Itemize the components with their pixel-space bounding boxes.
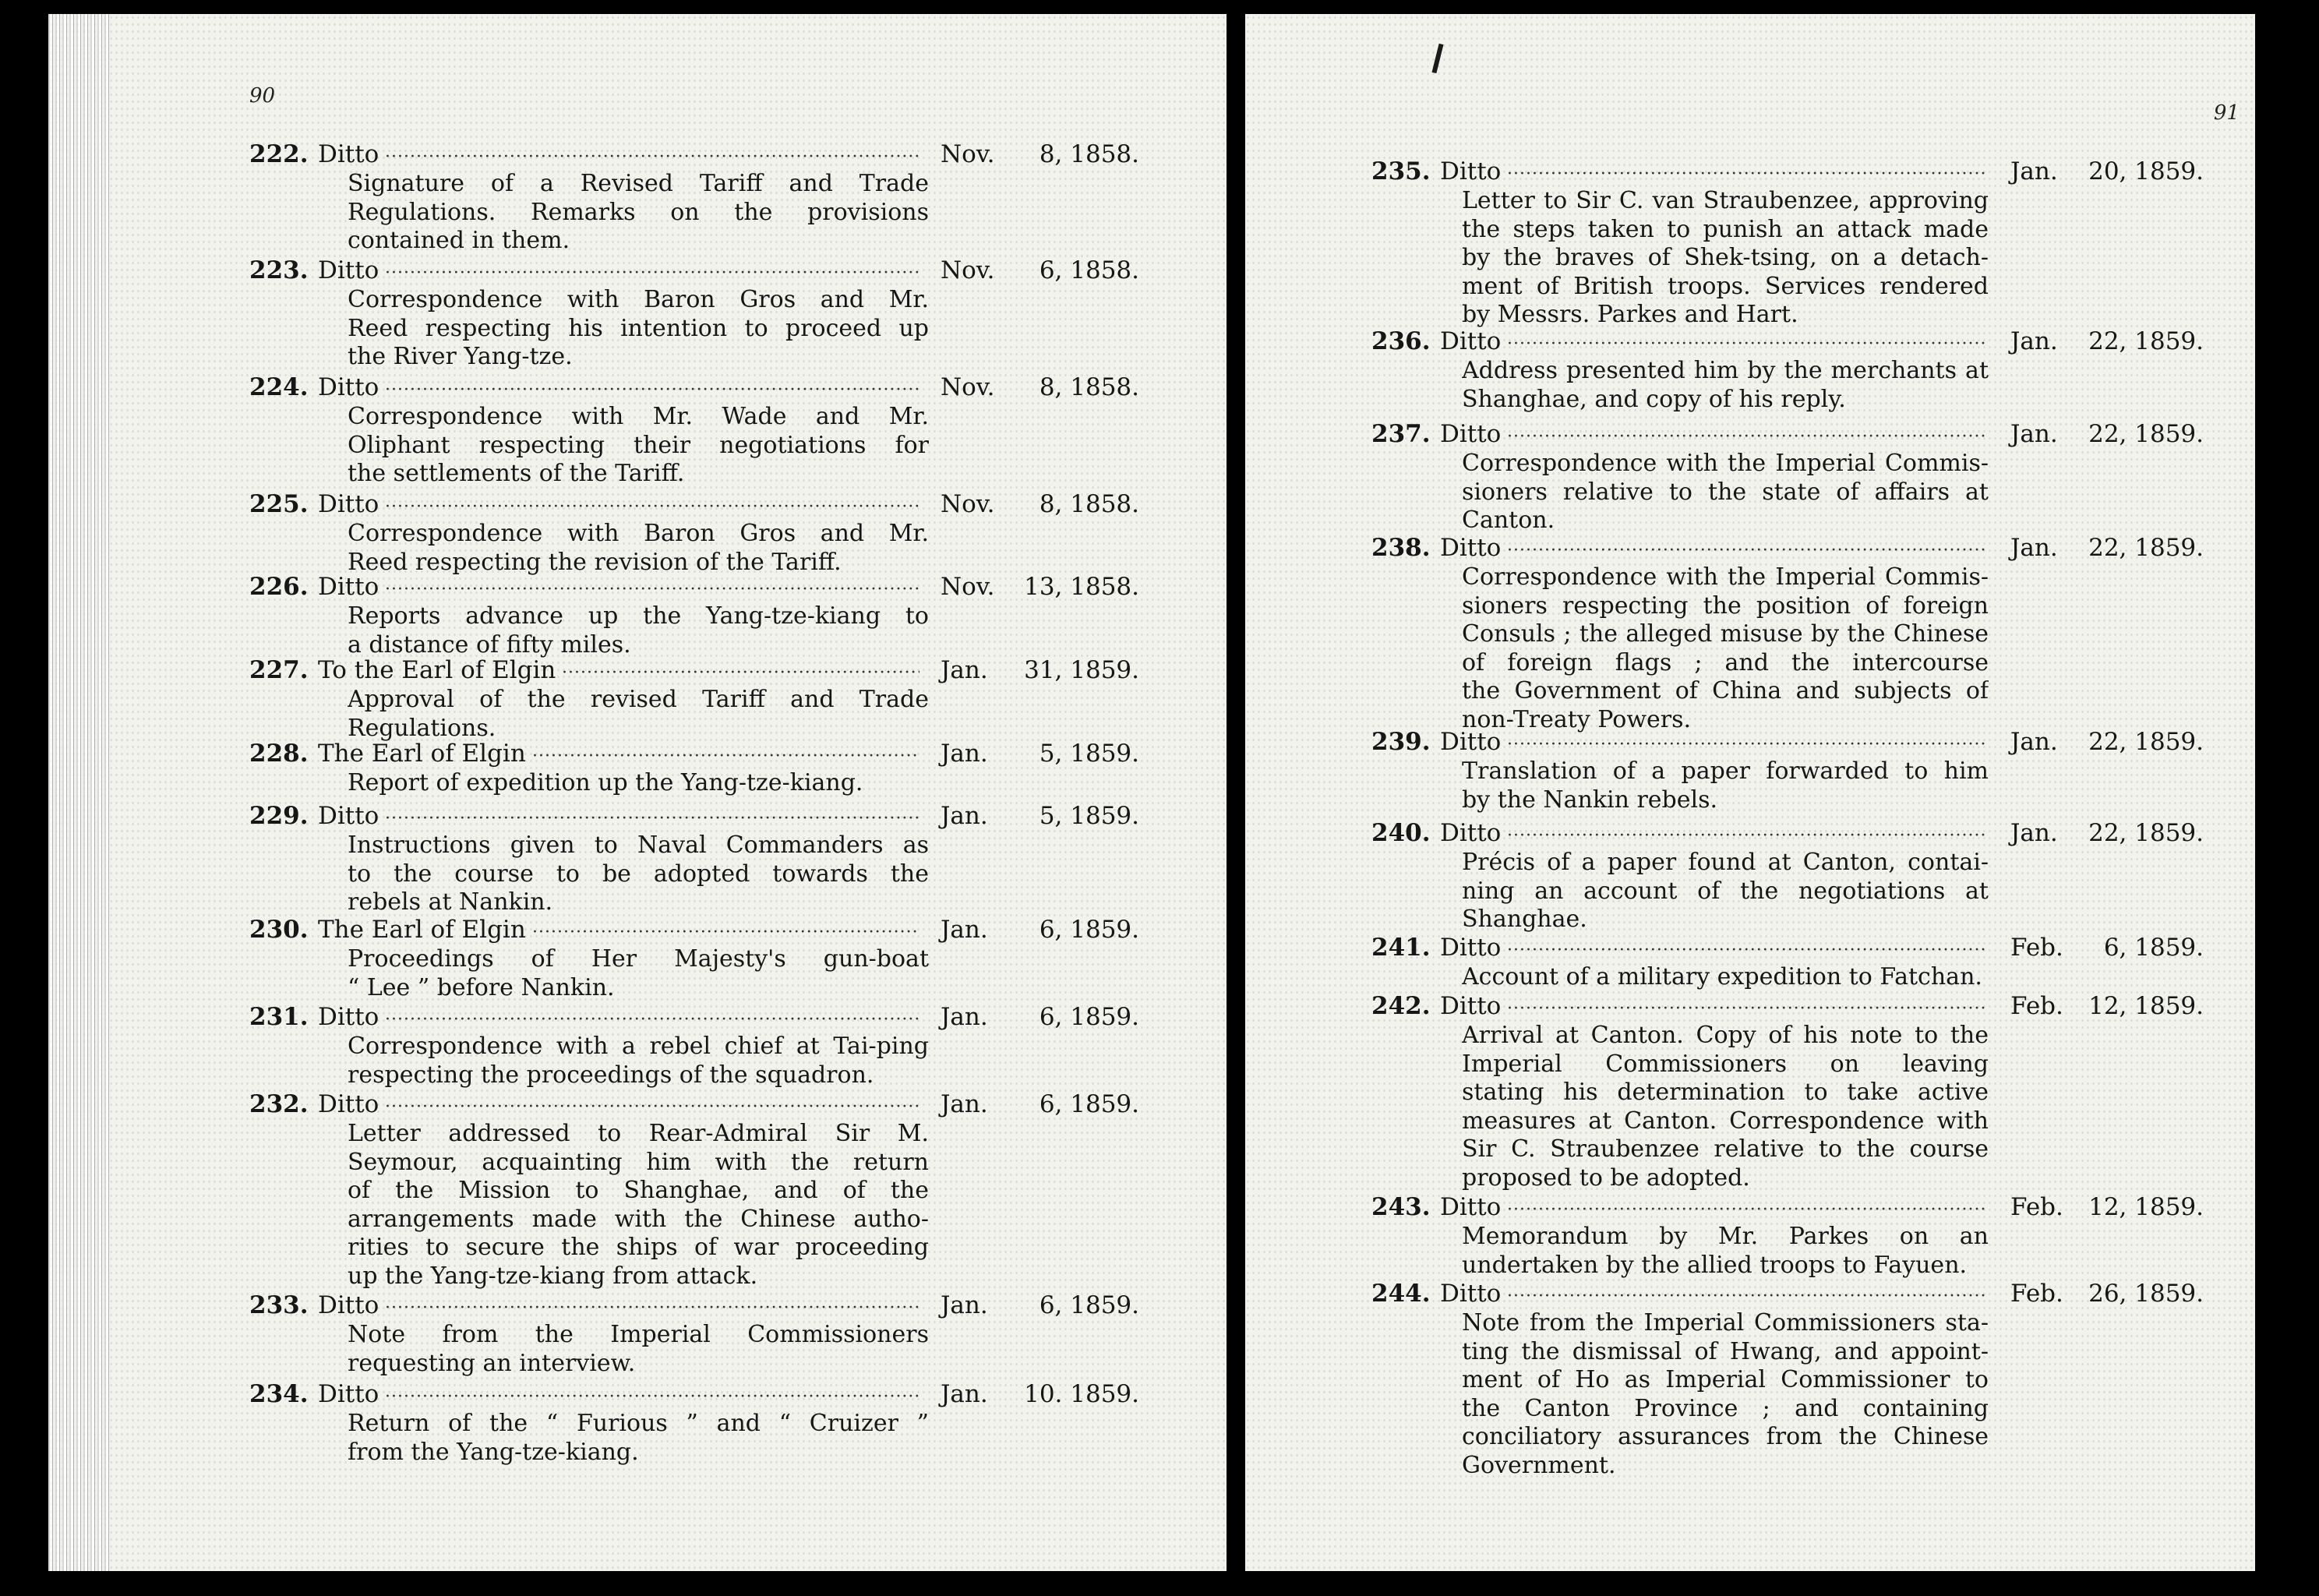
entry-heading: To the Earl of Elgin bbox=[318, 656, 556, 684]
entry-description bbox=[348, 520, 929, 577]
entry-month: Jan. bbox=[941, 1003, 988, 1031]
list-item bbox=[1371, 156, 2204, 187]
entry-description bbox=[1462, 849, 1989, 934]
description-line: by the Nankin rebels. bbox=[1462, 786, 1718, 814]
entry-month: Jan. bbox=[2010, 728, 2058, 756]
list-item bbox=[1371, 990, 2204, 1022]
dot-leader bbox=[385, 571, 919, 602]
list-item bbox=[249, 914, 1139, 945]
entry-date: 6, 1859. bbox=[2103, 934, 2204, 962]
description-line: Correspondence with Baron Gros and Mr. bbox=[348, 520, 929, 547]
dot-leader bbox=[532, 914, 919, 945]
description-line: rebels at Nankin. bbox=[348, 888, 553, 916]
description-line: Report of expedition up the Yang-tze-kiang. bbox=[348, 769, 863, 796]
book-page-edges bbox=[48, 14, 111, 1571]
description-line: Seymour, acquainting him with the return bbox=[348, 1148, 929, 1176]
entry-date: 22, 1859. bbox=[2088, 420, 2204, 448]
entry-number: 225. bbox=[249, 490, 309, 518]
description-line: Account of a military expedition to Fatchan. bbox=[1462, 963, 1982, 990]
list-item bbox=[249, 1089, 1139, 1120]
description-line: Reed respecting his intention to proceed up bbox=[348, 314, 929, 342]
list-item bbox=[1371, 1192, 2204, 1223]
entry-date: 13, 1858. bbox=[1024, 573, 1139, 601]
entry-number: 228. bbox=[249, 740, 309, 768]
entry-heading: Ditto bbox=[318, 1380, 379, 1408]
description-line: Imperial Commissioners on leaving bbox=[1462, 1050, 1989, 1078]
entry-date: 12, 1859. bbox=[2088, 992, 2204, 1020]
entry-month: Nov. bbox=[941, 140, 995, 168]
entry-description bbox=[348, 686, 929, 743]
entry-heading: Ditto bbox=[318, 373, 379, 401]
description-line: non-Treaty Powers. bbox=[1462, 705, 1692, 733]
dot-leader bbox=[1507, 726, 1985, 757]
description-line: Memorandum by Mr. Parkes on an bbox=[1462, 1223, 1989, 1250]
entry-number: 233. bbox=[249, 1291, 309, 1319]
entry-heading: Ditto bbox=[318, 1090, 379, 1118]
dot-leader bbox=[1507, 932, 1985, 963]
entry-month: Nov. bbox=[941, 490, 995, 518]
entry-number: 229. bbox=[249, 802, 309, 830]
entry-description bbox=[1462, 563, 1989, 734]
entry-month: Jan. bbox=[941, 1090, 988, 1118]
entry-heading: Ditto bbox=[1440, 819, 1502, 847]
entry-date: 22, 1859. bbox=[2088, 327, 2204, 355]
description-line: Note from the Imperial Commissioners sta- bbox=[1462, 1309, 1989, 1336]
entry-number: 231. bbox=[249, 1003, 309, 1031]
entry-month: Jan. bbox=[941, 1380, 988, 1408]
entry-heading: Ditto bbox=[318, 573, 379, 601]
entry-heading: Ditto bbox=[1440, 934, 1502, 962]
list-item bbox=[1371, 418, 2204, 450]
dot-leader bbox=[385, 489, 919, 520]
list-item bbox=[249, 655, 1139, 686]
entry-description bbox=[1462, 450, 1989, 535]
description-line: Reed respecting the revision of the Tariff. bbox=[348, 548, 842, 576]
entry-heading: Ditto bbox=[318, 490, 379, 518]
entry-date: 8, 1858. bbox=[1039, 490, 1139, 518]
entry-month: Feb. bbox=[2010, 1280, 2063, 1308]
entry-heading: Ditto bbox=[1440, 327, 1502, 355]
entry-description bbox=[348, 1120, 929, 1291]
entry-number: 230. bbox=[249, 916, 309, 944]
description-line: sioners respecting the position of foreign bbox=[1462, 591, 1989, 620]
description-line: rities to secure the ships of war proceeding bbox=[348, 1234, 929, 1261]
description-line: Canton. bbox=[1462, 507, 1555, 534]
entry-number: 243. bbox=[1371, 1193, 1431, 1221]
entry-number: 240. bbox=[1371, 819, 1431, 847]
entry-date: 6, 1859. bbox=[1039, 1291, 1139, 1319]
entry-number: 241. bbox=[1371, 934, 1431, 962]
list-item bbox=[1371, 817, 2204, 849]
entry-heading: Ditto bbox=[1440, 534, 1502, 562]
description-line: arrangements made with the Chinese autho- bbox=[348, 1205, 929, 1233]
list-item bbox=[249, 1379, 1139, 1410]
description-line: Instructions given to Naval Commanders as bbox=[348, 832, 929, 859]
description-line: Oliphant respecting their negotiations for bbox=[348, 431, 929, 459]
entry-description bbox=[1462, 963, 1989, 992]
entry-month: Nov. bbox=[941, 573, 995, 601]
entry-date: 10. 1859. bbox=[1024, 1380, 1139, 1408]
entry-description bbox=[1462, 187, 1989, 330]
description-line: Letter to Sir C. van Straubenzee, approving bbox=[1462, 187, 1989, 214]
list-item bbox=[249, 372, 1139, 403]
dot-leader bbox=[1507, 156, 1985, 187]
description-line: of the Mission to Shanghae, and of the bbox=[348, 1177, 929, 1204]
entry-month: Feb. bbox=[2010, 992, 2063, 1020]
list-item bbox=[1371, 532, 2204, 563]
entry-description bbox=[348, 1321, 929, 1378]
dot-leader bbox=[1507, 1192, 1985, 1223]
entry-description bbox=[1462, 757, 1989, 814]
entry-month: Jan. bbox=[941, 1291, 988, 1319]
dot-leader bbox=[1507, 326, 1985, 357]
entry-month: Jan. bbox=[941, 916, 988, 944]
description-line: Translation of a paper forwarded to him bbox=[1462, 757, 1989, 785]
entry-date: 22, 1859. bbox=[2088, 728, 2204, 756]
description-line: ting the dismissal of Hwang, and appoint- bbox=[1462, 1337, 1989, 1365]
description-line: sioners relative to the state of affairs at bbox=[1462, 478, 1989, 506]
entry-description bbox=[348, 1410, 929, 1467]
description-line: the Canton Province ; and containing bbox=[1462, 1394, 1989, 1422]
dot-leader bbox=[385, 1089, 919, 1120]
description-line: contained in them. bbox=[348, 227, 570, 254]
description-line: Sir C. Straubenzee relative to the course bbox=[1462, 1135, 1989, 1163]
dot-leader bbox=[1507, 1278, 1985, 1309]
dot-leader bbox=[1507, 532, 1985, 563]
dot-leader bbox=[562, 655, 919, 686]
dot-leader bbox=[1507, 418, 1985, 450]
entry-date: 5, 1859. bbox=[1039, 802, 1139, 830]
description-line: a distance of fifty miles. bbox=[348, 630, 631, 659]
entry-number: 226. bbox=[249, 573, 309, 601]
list-item bbox=[249, 738, 1139, 769]
description-line: to the course to be adopted towards the bbox=[348, 860, 929, 888]
description-line: ment of British troops. Services rendered bbox=[1462, 272, 1989, 300]
entry-date: 6, 1859. bbox=[1039, 916, 1139, 944]
entry-description bbox=[348, 170, 929, 256]
dot-leader bbox=[385, 1290, 919, 1321]
entry-description bbox=[348, 945, 929, 1002]
description-line: respecting the proceedings of the squadron. bbox=[348, 1061, 874, 1089]
entry-number: 227. bbox=[249, 656, 309, 684]
entry-number: 232. bbox=[249, 1090, 309, 1118]
entry-number: 236. bbox=[1371, 327, 1431, 355]
dot-leader bbox=[385, 139, 919, 170]
entry-heading: The Earl of Elgin bbox=[318, 916, 526, 944]
description-line: Regulations. Remarks on the provisions bbox=[348, 198, 929, 226]
dot-leader bbox=[385, 800, 919, 832]
dot-leader bbox=[1507, 990, 1985, 1022]
description-line: Shanghae. bbox=[1462, 906, 1587, 933]
description-line: Correspondence with Baron Gros and Mr. bbox=[348, 286, 929, 313]
description-line: Précis of a paper found at Canton, contai- bbox=[1462, 849, 1989, 876]
entry-month: Jan. bbox=[2010, 157, 2058, 185]
entry-date: 22, 1859. bbox=[2088, 534, 2204, 562]
description-line: measures at Canton. Correspondence with bbox=[1462, 1107, 1989, 1135]
entry-description bbox=[1462, 357, 1989, 414]
entry-description bbox=[1462, 1223, 1989, 1280]
entry-number: 235. bbox=[1371, 157, 1431, 185]
list-item bbox=[249, 571, 1139, 602]
description-line: from the Yang-tze-kiang. bbox=[348, 1438, 639, 1466]
entry-date: 31, 1859. bbox=[1024, 656, 1139, 684]
description-line: Approval of the revised Tariff and Trade bbox=[348, 686, 929, 713]
entry-description bbox=[348, 769, 929, 798]
entry-description bbox=[348, 832, 929, 917]
entry-date: 26, 1859. bbox=[2088, 1280, 2204, 1308]
entry-date: 12, 1859. bbox=[2088, 1193, 2204, 1221]
description-line: Correspondence with the Imperial Commis- bbox=[1462, 450, 1989, 477]
description-line: Consuls ; the alleged misuse by the Chinese bbox=[1462, 620, 1989, 648]
entry-description bbox=[348, 1033, 929, 1089]
dot-leader bbox=[385, 255, 919, 286]
description-line: the settlements of the Tariff. bbox=[348, 460, 685, 487]
entry-heading: Ditto bbox=[1440, 1193, 1502, 1221]
entry-number: 242. bbox=[1371, 992, 1431, 1020]
left-page-number: 90 bbox=[249, 84, 276, 108]
entry-date: 6, 1859. bbox=[1039, 1090, 1139, 1118]
entry-month: Feb. bbox=[2010, 934, 2063, 962]
description-line: Return of the “ Furious ” and “ Cruizer ” bbox=[348, 1410, 929, 1437]
entry-date: 5, 1859. bbox=[1039, 740, 1139, 768]
entry-date: 6, 1859. bbox=[1039, 1003, 1139, 1031]
entry-description bbox=[348, 286, 929, 372]
entry-month: Jan. bbox=[2010, 327, 2058, 355]
description-line: Correspondence with the Imperial Commis- bbox=[1462, 563, 1989, 591]
entry-month: Jan. bbox=[2010, 534, 2058, 562]
description-line: “ Lee ” before Nankin. bbox=[348, 973, 615, 1001]
list-item bbox=[249, 1001, 1139, 1033]
description-line: Correspondence with a rebel chief at Tai-ping bbox=[348, 1033, 929, 1060]
dot-leader bbox=[1507, 817, 1985, 849]
entry-description bbox=[1462, 1022, 1989, 1192]
description-line: Proceedings of Her Majesty's gun-boat bbox=[348, 945, 929, 973]
entry-description bbox=[348, 602, 929, 659]
description-line: Reports advance up the Yang-tze-kiang to bbox=[348, 602, 929, 630]
list-item bbox=[249, 139, 1139, 170]
entry-heading: Ditto bbox=[1440, 420, 1502, 448]
entry-month: Feb. bbox=[2010, 1193, 2063, 1221]
list-item bbox=[1371, 932, 2204, 963]
description-line: ment of Ho as Imperial Commissioner to bbox=[1462, 1366, 1989, 1393]
description-line: requesting an interview. bbox=[348, 1349, 636, 1377]
entry-heading: Ditto bbox=[318, 256, 379, 284]
entry-number: 239. bbox=[1371, 728, 1431, 756]
list-item bbox=[249, 800, 1139, 832]
list-item bbox=[249, 255, 1139, 286]
description-line: undertaken by the allied troops to Fayuen. bbox=[1462, 1251, 1968, 1279]
description-line: up the Yang-tze-kiang from attack. bbox=[348, 1262, 758, 1290]
description-line: Letter addressed to Rear-Admiral Sir M. bbox=[348, 1120, 929, 1147]
list-item bbox=[1371, 726, 2204, 757]
description-line: ning an account of the negotiations at bbox=[1462, 877, 1989, 905]
description-line: by the braves of Shek-tsing, on a detach- bbox=[1462, 244, 1989, 271]
entry-date: 8, 1858. bbox=[1039, 373, 1139, 401]
entry-number: 237. bbox=[1371, 420, 1431, 448]
list-item bbox=[249, 489, 1139, 520]
entry-heading: Ditto bbox=[1440, 1280, 1502, 1308]
description-line: Arrival at Canton. Copy of his note to the bbox=[1462, 1022, 1989, 1049]
dot-leader bbox=[532, 738, 919, 769]
description-line: stating his determination to take active bbox=[1462, 1079, 1989, 1106]
entry-heading: Ditto bbox=[318, 802, 379, 830]
entry-month: Nov. bbox=[941, 373, 995, 401]
dot-leader bbox=[385, 372, 919, 403]
right-page-number: 91 bbox=[2213, 101, 2240, 125]
description-line: the River Yang-tze. bbox=[348, 343, 573, 370]
right-page bbox=[1245, 14, 2255, 1571]
list-item bbox=[1371, 1278, 2204, 1309]
entry-month: Nov. bbox=[941, 256, 995, 284]
entry-heading: Ditto bbox=[318, 1291, 379, 1319]
entry-number: 224. bbox=[249, 373, 309, 401]
list-item bbox=[249, 1290, 1139, 1321]
description-line: the steps taken to punish an attack made bbox=[1462, 215, 1989, 243]
entry-heading: Ditto bbox=[318, 1003, 379, 1031]
description-line: by Messrs. Parkes and Hart. bbox=[1462, 301, 1798, 328]
description-line: Address presented him by the merchants at bbox=[1462, 357, 1989, 384]
list-item bbox=[1371, 326, 2204, 357]
entry-month: Jan. bbox=[2010, 420, 2058, 448]
entry-heading: Ditto bbox=[318, 140, 379, 168]
entry-heading: The Earl of Elgin bbox=[318, 740, 526, 768]
entry-number: 234. bbox=[249, 1380, 309, 1408]
description-line: conciliatory assurances from the Chinese bbox=[1462, 1423, 1989, 1450]
description-line: Correspondence with Mr. Wade and Mr. bbox=[348, 403, 929, 430]
description-line: Signature of a Revised Tariff and Trade bbox=[348, 170, 929, 197]
entry-month: Jan. bbox=[941, 802, 988, 830]
description-line: Regulations. bbox=[348, 714, 496, 742]
entry-number: 244. bbox=[1371, 1280, 1431, 1308]
dot-leader bbox=[385, 1379, 919, 1410]
entry-date: 6, 1858. bbox=[1039, 256, 1139, 284]
entry-heading: Ditto bbox=[1440, 992, 1502, 1020]
description-line: Shanghae, and copy of his reply. bbox=[1462, 385, 1846, 413]
left-page bbox=[48, 14, 1227, 1571]
description-line: Note from the Imperial Commissioners bbox=[348, 1321, 929, 1348]
entry-description bbox=[1462, 1309, 1989, 1480]
entry-number: 222. bbox=[249, 140, 309, 168]
entry-number: 238. bbox=[1371, 534, 1431, 562]
description-line: proposed to be adopted. bbox=[1462, 1163, 1750, 1192]
entry-month: Jan. bbox=[2010, 819, 2058, 847]
entry-date: 20, 1859. bbox=[2088, 157, 2204, 185]
description-line: the Government of China and subjects of bbox=[1462, 677, 1989, 704]
entry-date: 22, 1859. bbox=[2088, 819, 2204, 847]
entry-number: 223. bbox=[249, 256, 309, 284]
description-line: Government. bbox=[1462, 1451, 1616, 1479]
entry-date: 8, 1858. bbox=[1039, 140, 1139, 168]
entry-month: Jan. bbox=[941, 740, 988, 768]
entry-heading: Ditto bbox=[1440, 157, 1502, 185]
dot-leader bbox=[385, 1001, 919, 1033]
entry-month: Jan. bbox=[941, 656, 988, 684]
description-line: of foreign flags ; and the intercourse bbox=[1462, 648, 1989, 676]
entry-heading: Ditto bbox=[1440, 728, 1502, 756]
entry-description bbox=[348, 403, 929, 489]
